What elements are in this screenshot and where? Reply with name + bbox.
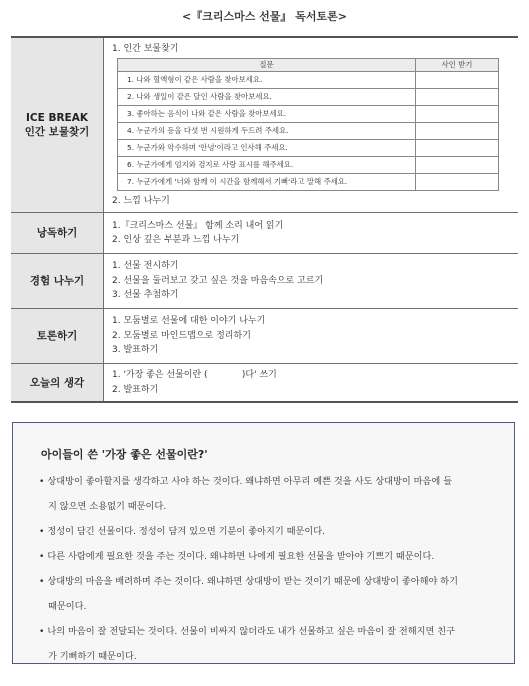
table-row-discussion <box>11 309 518 364</box>
answer-continuation: 지 않으면 소용없기 때문이다. <box>48 501 167 512</box>
question-row <box>118 122 499 139</box>
column-header-question: 질문 <box>118 58 416 71</box>
signature-cell[interactable] <box>416 71 499 88</box>
activity-line: 2. 선물을 둘러보고 갖고 싶은 것을 마음속으로 고르기 <box>112 275 324 286</box>
question-row <box>118 71 499 88</box>
question-row <box>118 88 499 105</box>
question-row <box>118 156 499 173</box>
answer-item: • 상대방이 좋아할지를 생각하고 사야 하는 것이다. 왜냐하면 아무리 예쁜 것을 사도 상대방이 마음에 들 <box>39 476 453 487</box>
content-cell <box>104 213 519 254</box>
content-cell <box>104 254 519 309</box>
signature-cell[interactable] <box>416 156 499 173</box>
activity-line: 2. 발표하기 <box>112 384 159 395</box>
question-row <box>118 173 499 190</box>
content-cell <box>104 37 519 213</box>
content-cell <box>104 364 519 403</box>
category-label: 낭독하기 <box>11 213 104 254</box>
box-title: 아이들이 쓴 '가장 좋은 선물이란?' <box>41 448 208 461</box>
answer-item: • 상대방의 마음을 배려하며 주는 것이다. 왜냐하면 상대방이 받는 것이기 때문에 상대방이 좋아해야 하기 <box>39 576 459 587</box>
answer-continuation: 때문이다. <box>48 601 87 612</box>
signature-cell[interactable] <box>416 122 499 139</box>
column-header-sign: 사인 받기 <box>416 58 499 71</box>
table-row-reflection <box>11 364 518 403</box>
answer-continuation: 가 기뻐하기 때문이다. <box>48 651 137 662</box>
category-label: 경험 나누기 <box>11 254 104 309</box>
category-label: ICE BREAK 인간 보물찾기 <box>24 112 90 138</box>
activity-line: 1. 인간 보물찾기 <box>112 44 179 54</box>
activity-line: 1.『크리스마스 선물』 함께 소리 내어 읽기 <box>112 220 284 231</box>
signature-cell[interactable] <box>416 173 499 190</box>
category-cell <box>11 37 104 213</box>
page-title: <『크리스마스 선물』 독서토론> <box>182 10 347 23</box>
question-text: 6. 누군가에게 엄지와 검지로 사랑 표시를 해주세요. <box>118 156 416 173</box>
question-text: 4. 누군가의 등을 다섯 번 시원하게 두드려 주세요. <box>118 122 416 139</box>
activity-line: 2. 인상 깊은 부분과 느낌 나누기 <box>112 235 240 245</box>
signature-cell[interactable] <box>416 139 499 156</box>
question-row <box>118 139 499 156</box>
activity-line: 2. 모둠별로 마인드맵으로 정리하기 <box>112 330 251 341</box>
discussion-plan-table <box>11 36 518 403</box>
activity-line: 3. 선물 추첨하기 <box>112 290 179 301</box>
question-row <box>118 105 499 122</box>
activity-line: 1. 모둠별로 선물에 대한 이야기 나누기 <box>112 316 266 327</box>
question-table <box>117 58 499 191</box>
activity-line: 1. '가장 좋은 선물이란 ( )다' 쓰기 <box>112 370 277 380</box>
answer-item: • 나의 마음이 잘 전달되는 것이다. 선물이 비싸지 않더라도 내가 선물하고 싶은 마음이 잘 전해지면 친구 <box>39 626 456 637</box>
signature-cell[interactable] <box>416 88 499 105</box>
activity-line: 2. 느낌 나누기 <box>112 195 170 206</box>
question-text: 5. 누군가와 악수하며 '안녕'이라고 인사해 주세요. <box>118 139 416 156</box>
category-label: 토론하기 <box>11 309 104 364</box>
activity-line: 1. 선물 전시하기 <box>112 261 179 272</box>
answer-item: • 다른 사람에게 필요한 것을 주는 것이다. 왜냐하면 나에게 필요한 선물을 받아야 기쁘기 때문이다. <box>39 551 435 562</box>
signature-cell[interactable] <box>416 105 499 122</box>
category-label: 오늘의 생각 <box>11 364 104 403</box>
content-cell <box>104 309 519 364</box>
question-text: 3. 좋아하는 음식이 나와 같은 사람을 찾아보세요. <box>118 105 416 122</box>
answer-item: • 정성이 담긴 선물이다. 정성이 담겨 있으면 기분이 좋아지기 때문이다. <box>39 526 326 537</box>
question-text: 1. 나와 혈액형이 같은 사람을 찾아보세요. <box>118 71 416 88</box>
table-row-icebreak <box>11 37 518 213</box>
children-answers-box <box>12 422 515 664</box>
question-text: 2. 나와 생일이 같은 달인 사람을 찾아보세요. <box>118 88 416 105</box>
answer-list <box>39 469 509 669</box>
question-text: 7. 누군가에게 '너와 함께 이 시간을 함께해서 기뻐'라고 말해 주세요. <box>118 173 416 190</box>
table-row-reading <box>11 213 518 254</box>
activity-line: 3. 발표하기 <box>112 345 159 356</box>
table-row-experience <box>11 254 518 309</box>
